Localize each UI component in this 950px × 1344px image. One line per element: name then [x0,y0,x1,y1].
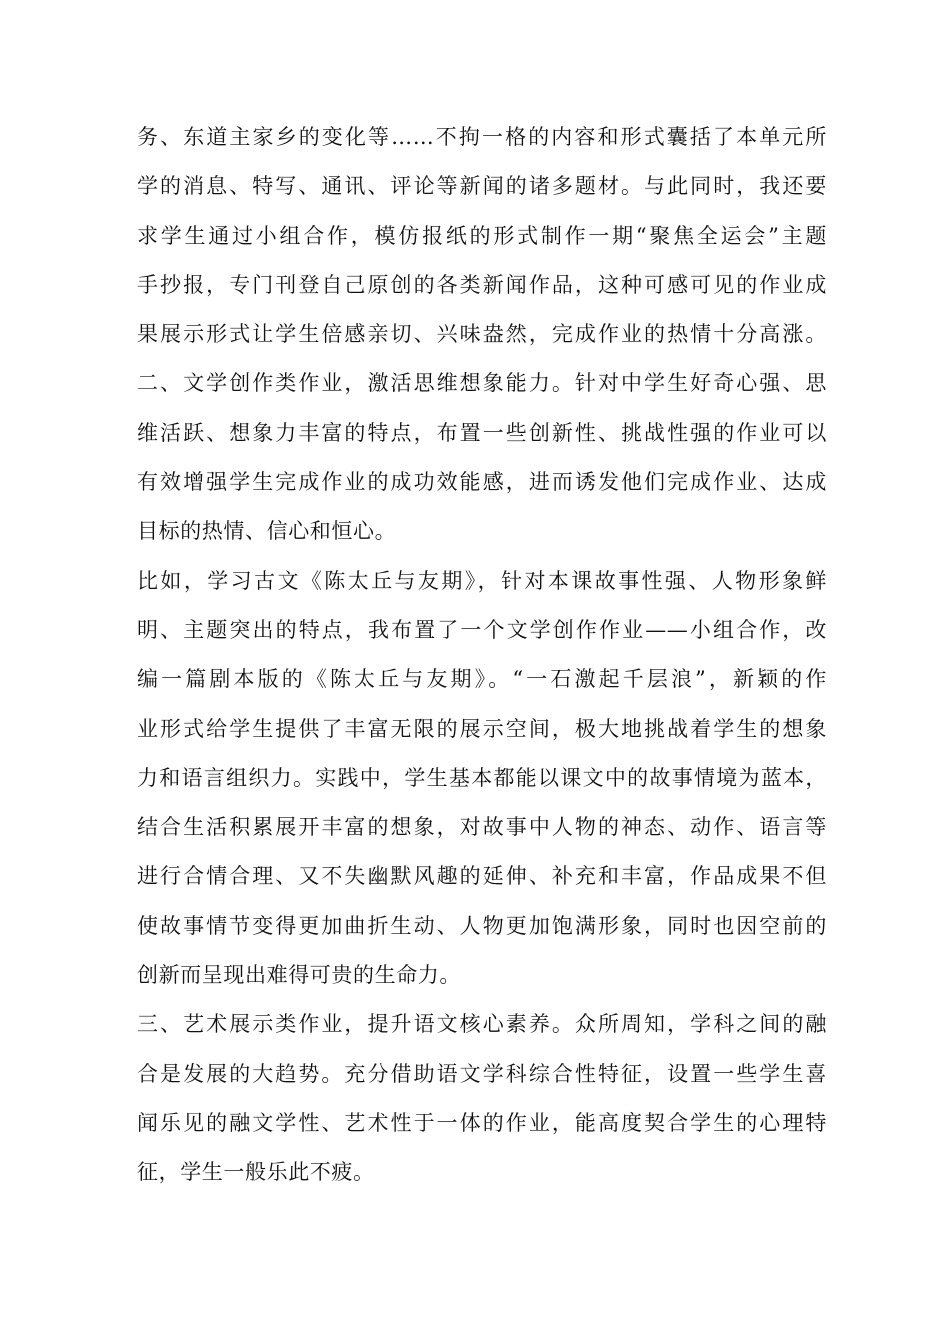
text-line: 务、东道主家乡的变化等……不拘一格的内容和形式囊括了本单元所 [137,125,827,149]
text-line: 使故事情节变得更加曲折生动、人物更加饱满形象，同时也因空前的 [137,913,827,938]
text-line: 有效增强学生完成作业的成功效能感，进而诱发他们完成作业、达成 [137,470,827,495]
text-line: 维活跃、想象力丰富的特点，布置一些创新性、挑战性强的作业可以 [137,420,827,445]
text-line: 征，学生一般乐此不疲。 [137,1160,375,1185]
text-line: 二、文学创作类作业，激活思维想象能力。针对中学生好奇心强、思 [137,371,827,396]
text-line: 力和语言组织力。实践中，学生基本都能以课文中的故事情境为蓝本， [137,765,827,790]
text-line: 学的消息、特写、通讯、评论等新闻的诸多题材。与此同时，我还要 [137,174,827,199]
text-line: 合是发展的大趋势。充分借助语文学科综合性特征，设置一些学生喜 [137,1061,827,1086]
text-line: 业形式给学生提供了丰富无限的展示空间，极大地挑战着学生的想象 [137,716,827,741]
text-line: 编一篇剧本版的《陈太丘与友期》。“一石激起千层浪”，新颖的作 [137,667,827,692]
text-line: 目标的热情、信心和恒心。 [137,519,397,544]
text-line: 三、艺术展示类作业，提升语文核心素养。众所周知，学科之间的融 [137,1012,827,1037]
text-line: 手抄报，专门刊登自己原创的各类新闻作品，这种可感可见的作业成 [137,272,827,297]
text-line: 创新而呈现出难得可贵的生命力。 [137,963,461,988]
body-text [137,113,827,1198]
text-line: 进行合情合理、又不失幽默风趣的延伸、补充和丰富，作品成果不但 [137,864,827,889]
text-line: 比如，学习古文《陈太丘与友期》，针对本课故事性强、人物形象鲜 [137,568,827,593]
text-line: 结合生活积累展开丰富的想象，对故事中人物的神态、动作、语言等 [137,815,827,840]
text-line: 果展示形式让学生倍感亲切、兴味盎然，完成作业的热情十分高涨。 [137,322,827,347]
text-line: 明、主题突出的特点，我布置了一个文学创作作业——小组合作，改 [137,617,827,642]
text-line: 求学生通过小组合作，模仿报纸的形式制作一期“聚焦全运会”主题 [137,223,827,248]
text-line: 闻乐见的融文学性、艺术性于一体的作业，能高度契合学生的心理特 [137,1110,827,1135]
